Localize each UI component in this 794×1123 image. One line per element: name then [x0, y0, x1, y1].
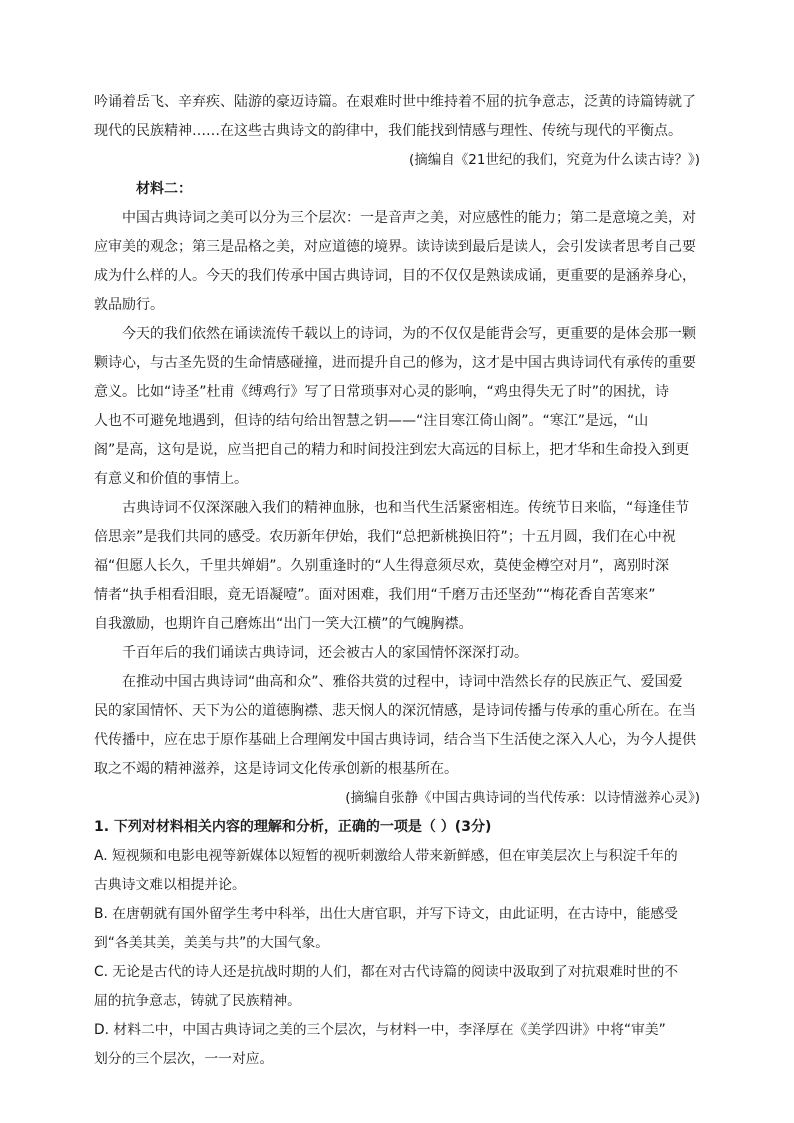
paragraph-line: 敦品励行。 [94, 297, 164, 313]
paragraph-line: 民的家国情怀、天下为公的道德胸襟、悲天悯人的深沉情感，是诗词传播与传承的重心所在。在当 [94, 703, 696, 719]
paragraph-line: 代传播中，应在忠于原作基础上合理阐发中国古典诗词，结合当下生活使之深入人心，为今人提供 [94, 732, 696, 748]
paragraph-line: 福“但愿人长久，千里共婵娟”。久别重逢时的“人生得意须尽欢，莫使金樽空对月”，离别时深 [94, 558, 670, 574]
paragraph-line: 今天的我们依然在诵读流传千载以上的诗词，为的不仅仅是能背会写，更重要的是体会那一颗 [122, 326, 696, 342]
material2-source: (摘编自张静《中国古典诗词的当代传承：以诗情滋养心灵》) [345, 790, 700, 806]
paragraph-line: 倍思亲”是我们共同的感受。农历新年伊始，我们“总把新桃换旧符”；十五月圆，我们在心中祝 [94, 529, 676, 545]
option-c [94, 958, 700, 1016]
document-page [94, 88, 700, 1074]
paragraph-line: 千百年后的我们诵读古典诗词，还会被古人的家国情怀深深打动。 [122, 645, 528, 661]
material2-paragraph-2 [94, 320, 700, 494]
option-line: D. 材料二中，中国古典诗词之美的三个层次，与材料一中，李泽厚在《美学四讲》中将“审美” [94, 1022, 666, 1038]
option-line: 屈的抗争意志，铸就了民族精神。 [94, 993, 301, 1009]
paragraph-line: 古典诗词不仅深深融入我们的精神血脉，也和当代生活紧密相连。传统节日来临，“每逢佳节 [122, 500, 690, 516]
option-line: C. 无论是古代的诗人还是抗战时期的人们，都在对古代诗篇的阅读中汲取到了对抗艰难时世的不 [94, 964, 679, 980]
option-b [94, 900, 700, 958]
option-line: A. 短视频和电影电视等新媒体以短暂的视听刺激给人带来新鲜感，但在审美层次上与积淀千年的 [94, 848, 678, 864]
paragraph-line: 应审美的观念；第三是品格之美，对应道德的境界。读诗读到最后是读人，会引发读者思考自己要 [94, 239, 696, 255]
material1-line-2: 现代的民族精神……在这些古典诗文的韵律中，我们能找到情感与理性、传统与现代的平衡点。 [94, 123, 682, 139]
option-line: B. 在唐朝就有国外留学生考中科举，出仕大唐官职，并写下诗文，由此证明，在古诗中，能感受 [94, 906, 678, 922]
paragraph-line: 情者“执手相看泪眼，竟无语凝噎”。面对困难，我们用“千磨万击还坚劲”“梅花香自苦寒来” [94, 587, 656, 603]
paragraph-line: 颗诗心，与古圣先贤的生命情感碰撞，进而提升自己的修为，这才是中国古典诗词代有承传的重要 [94, 355, 696, 371]
option-d [94, 1016, 700, 1074]
paragraph-line: 取之不竭的精神滋养，这是诗词文化传承创新的根基所在。 [94, 761, 458, 777]
paragraph-line: 成为什么样的人。今天的我们传承中国古典诗词，目的不仅仅是熟读成诵，更重要的是涵养身心， [94, 268, 696, 284]
material2-paragraph-5 [94, 668, 700, 784]
option-line: 古典诗文难以相提并论。 [94, 877, 246, 893]
paragraph-line: 中国古典诗词之美可以分为三个层次：一是音声之美，对应感性的能力；第二是意境之美，对 [122, 210, 696, 226]
question-1-stem: 1. 下列对材料相关内容的理解和分析，正确的一项是（ ）(3分) [94, 819, 492, 835]
option-a [94, 842, 700, 900]
paragraph-line: 阁”是高，这句是说，应当把自己的精力和时间投注到宏大高远的目标上，把才华和生命投入到更 [94, 442, 690, 458]
option-line: 划分的三个层次，一一对应。 [94, 1051, 274, 1067]
paragraph-line: 人也不可避免地遇到，但诗的结句给出智慧之钥——“注目寒江倚山阁”。“寒江”是远，“山 [94, 413, 649, 429]
material1-line-1: 吟诵着岳飞、辛弃疾、陆游的豪迈诗篇。在艰难时世中维持着不屈的抗争意志，泛黄的诗篇铸就了 [94, 94, 696, 110]
option-line: 到“各美其美，美美与共”的大国气象。 [94, 935, 330, 951]
material2-paragraph-4 [94, 639, 700, 668]
material1-source: (摘编自《21世纪的我们，究竟为什么读古诗？》) [409, 152, 700, 168]
material2-heading: 材料二： [136, 181, 192, 197]
paragraph-line: 自我激励，也期许自己磨炼出“出门一笑大江横”的气魄胸襟。 [94, 616, 473, 632]
paragraph-line: 意义。比如“诗圣”杜甫《缚鸡行》写了日常琐事对心灵的影响，“鸡虫得失无了时”的困扰，诗 [94, 384, 670, 400]
material2-paragraph-1 [94, 204, 700, 320]
paragraph-line: 在推动中国古典诗词“曲高和众”、雅俗共赏的过程中，诗词中浩然长存的民族正气、爱国爱 [122, 674, 683, 690]
paragraph-line: 有意义和价值的事情上。 [94, 471, 248, 487]
material2-paragraph-3 [94, 494, 700, 639]
